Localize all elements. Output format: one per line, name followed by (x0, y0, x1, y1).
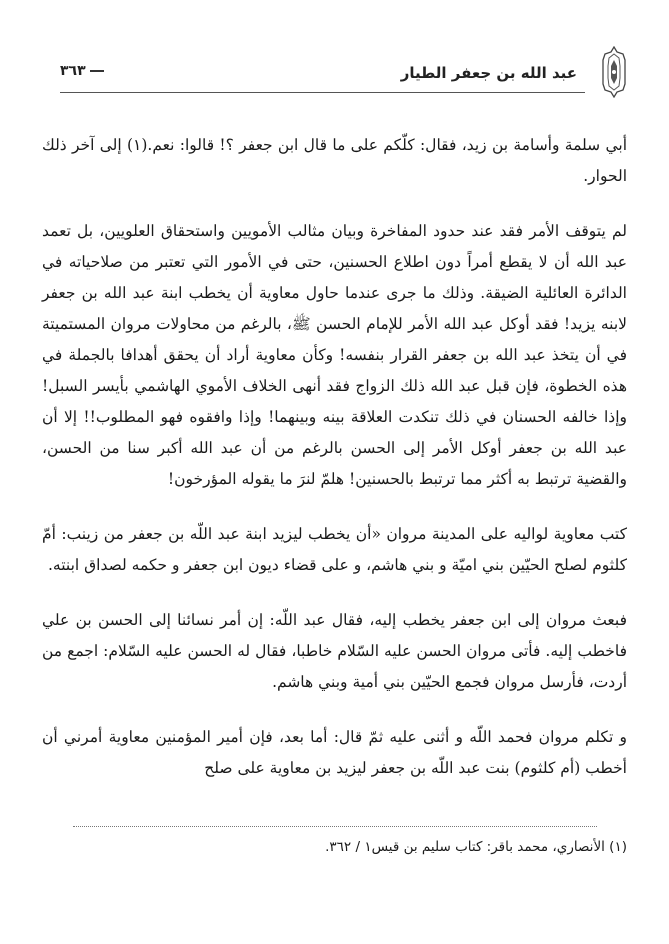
paragraph: أبي سلمة وأسامة بن زيد، فقال: كلّكم على ما قال ابن جعفر ؟! قالوا: نعم.(١) إلى آخر ذلك الحوار. (42, 136, 628, 185)
ornament-icon (599, 46, 629, 98)
paragraph: كتب معاوية لواليه على المدينة مروان «أن يخطب ليزيد ابنة عبد اللّه بن جعفر من زينب: أمّ كلثوم لصلح الحيّين بني اميّة و بني هاشم، و على قضاء ديون ابن جعفر و حكمه لصداق ابنته. (42, 525, 627, 574)
footnote-separator (73, 826, 597, 827)
paragraph: فبعث مروان إلى ابن جعفر يخطب إليه، فقال عبد اللّه: إن أمر نسائنا إلى الحسن بن علي فاخطب إليه. فأتى مروان الحسن عليه السّلام خاطبا، فقال له الحسن عليه السّلام: اجمع من أردت، فأرسل مروان فجمع الحيّين بني أمية وبني هاشم. (42, 611, 627, 691)
page-number (60, 63, 104, 79)
page-header (60, 46, 629, 102)
header-rule (60, 92, 585, 93)
page-number-value: ٣٦٣ (60, 63, 86, 79)
main-text (42, 130, 627, 808)
paragraph: و تكلم مروان فحمد اللّه و أثنى عليه ثمّ قال: أما بعد، فإن أمير المؤمنين معاوية أمرني أن أخطب (أم كلثوم) بنت عبد اللّه بن جعفر ليزيد بن معاوية على صلح (42, 728, 627, 777)
page-number-dash (90, 70, 104, 72)
footnote: (١) الأنصاري، محمد باقر: كتاب سليم بن قيس١ / ٣٦٢. (325, 839, 627, 855)
paragraph: لم يتوقف الأمر فقد عند حدود المفاخرة وبيان مثالب الأمويين واستحقاق العلويين، بل تعمد عبد الله أن لا يقطع أمراً دون اطلاع الحسنين، حتى في الأمور التي تعتبر من صلاحياته في الدائرة العائلية الضيقة. وذلك ما جرى عندما حاول معاوية أن يخطب ابنة عبد الله بن جعفر لابنه يزيد! فقد أوكل عبد الله الأمر للإمام الحسن ﷺ، بالرغم من محاولات مروان المستميتة في أن يتخذ عبد الله بن جعفر القرار بنفسه! وكأن معاوية أراد أن يحقق أهدافا بالجملة في هذه الخطوة، فإن قبل عبد الله ذلك الزواج فقد أنهى الخلاف الأموي الهاشمي بأيسر السبل! وإذا خالفه الحسنان في ذلك تنكدت العلاقة بينه وبينهما! وإذا وافقوه فهو المطلوب!! إلا أن عبد الله بن جعفر أوكل الأمر إلى الحسن بالرغم من أن عبد الله أكبر سنا من الحسن، والقضية ترتبط به أكثر مما ترتبط بالحسنين! هلمّ لنرَ ما يقوله المؤرخون! (42, 222, 627, 488)
running-title: عبد الله بن جعفر الطيار (400, 64, 577, 82)
